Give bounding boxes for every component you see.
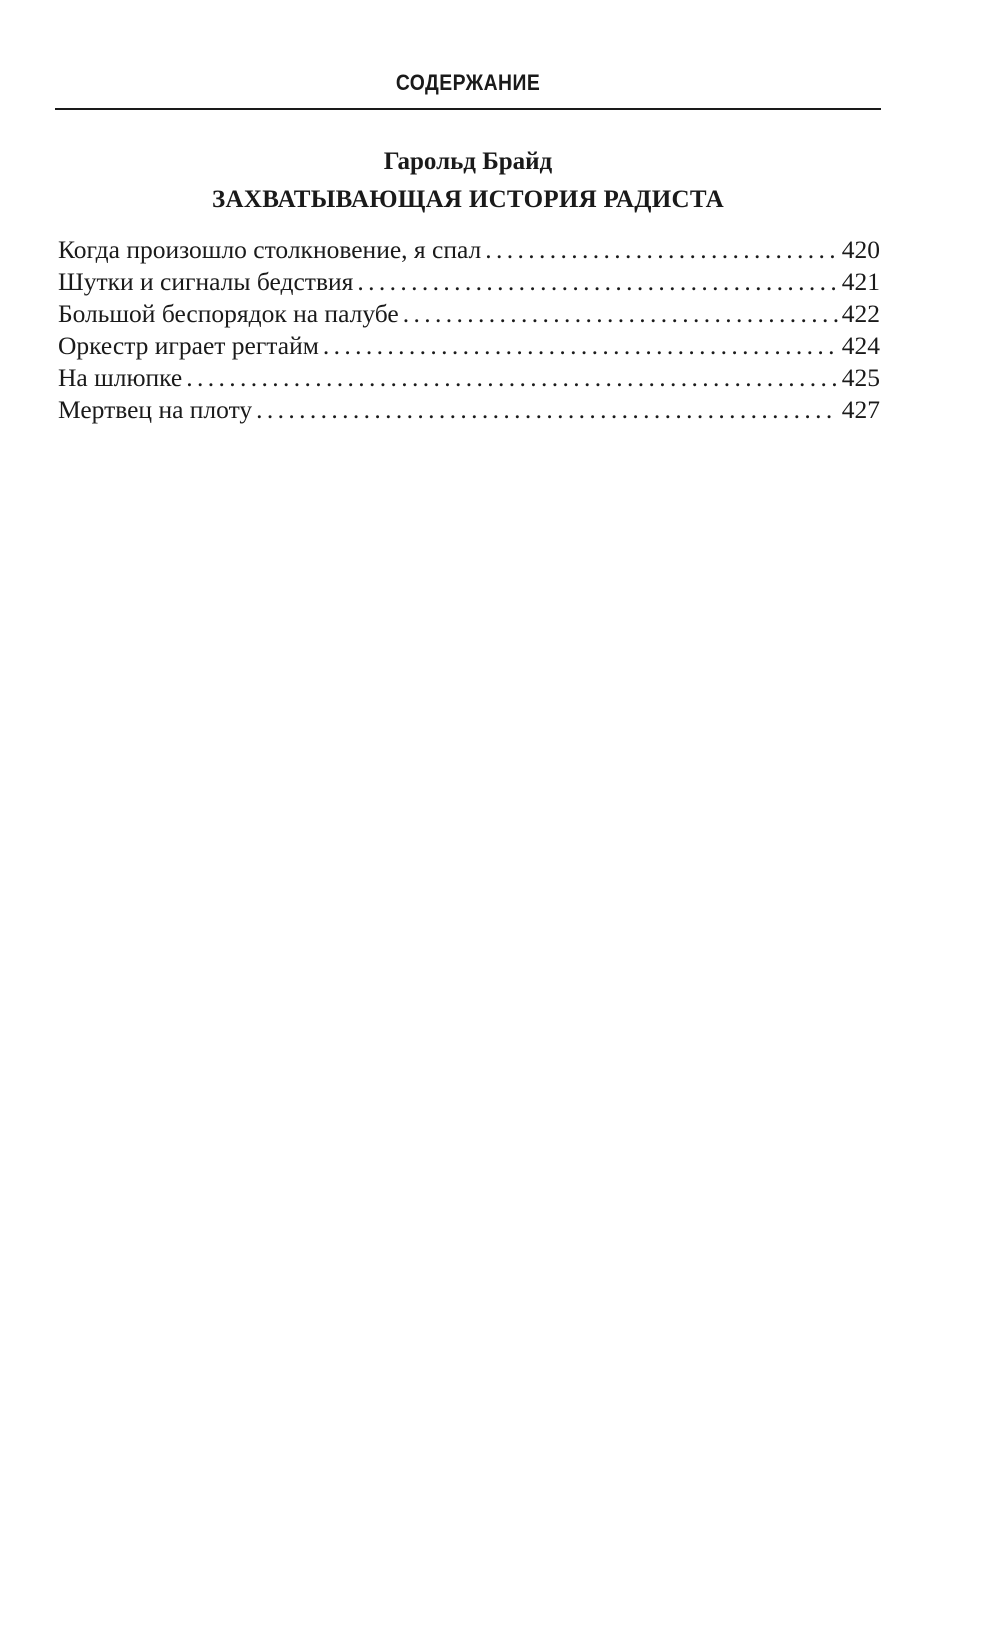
toc-entry[interactable]: [58, 266, 880, 298]
dot-leader: [485, 234, 837, 266]
dot-leader: [403, 298, 838, 330]
toc-entry[interactable]: [58, 394, 880, 426]
author-name: Гарольд Брайд: [383, 148, 553, 175]
dot-leader: [186, 362, 838, 394]
toc-entry-page: 422: [841, 299, 880, 328]
toc-entry-title: Когда произошло столкновение, я спал: [58, 235, 482, 264]
toc-entry-title: Шутки и сигналы бедствия: [58, 267, 354, 296]
toc-entry-title: Мертвец на плоту: [58, 395, 253, 424]
dot-leader: [256, 394, 838, 426]
toc-entry-page: 421: [841, 267, 880, 296]
toc-entry-page: 427: [841, 395, 880, 424]
section-title: ЗАХВАТЫВАЮЩАЯ ИСТОРИЯ РАДИСТА: [212, 186, 724, 213]
toc-entry[interactable]: [58, 298, 880, 330]
toc-entry-page: 425: [841, 363, 880, 392]
toc-entry[interactable]: [58, 330, 880, 362]
toc-entry-page: 424: [841, 331, 880, 360]
toc-entry-title: Большой беспорядок на палубе: [58, 299, 399, 328]
running-head: СОДЕРЖАНИЕ: [395, 70, 541, 95]
dot-leader: [323, 330, 838, 362]
toc-entry-title: На шлюпке: [58, 363, 183, 392]
dot-leader: [357, 266, 837, 298]
header-rule: [55, 108, 881, 110]
toc-entry[interactable]: [58, 362, 880, 394]
toc-entry[interactable]: [58, 234, 880, 266]
toc-entry-page: 420: [841, 235, 880, 264]
table-of-contents: [58, 234, 880, 426]
toc-entry-title: Оркестр играет регтайм: [58, 331, 319, 360]
